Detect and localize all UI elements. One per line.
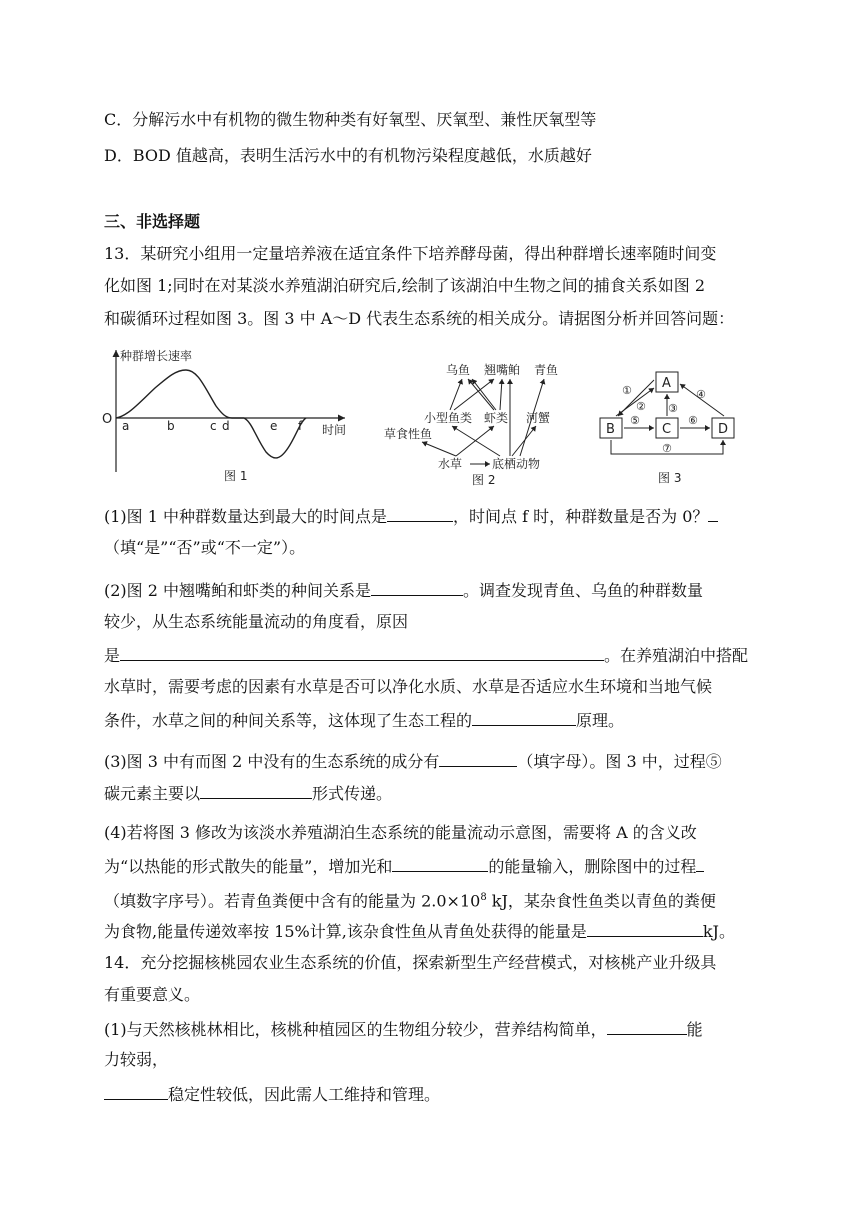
figure-1 <box>100 344 360 486</box>
node-wuyu: 乌鱼 <box>446 363 471 377</box>
q13-intro-2: 化如图 1;同时在对某淡水养殖湖泊研究后,绘制了该湖泊中生物之间的捕食关系如图 2 <box>104 276 706 295</box>
origin-label: O <box>102 412 113 427</box>
q13-intro-3: 和碳循环过程如图 3。图 3 中 A～D 代表生态系统的相关成分。请据图分析并回答问题： <box>104 309 735 328</box>
section-title: 三、非选择题 <box>104 212 201 231</box>
point-d: d <box>222 419 230 433</box>
answer-blank[interactable] <box>387 505 453 522</box>
process-1: ① <box>622 384 632 397</box>
q13-part4-line2: 为“以热能的形式散失的能量”，增加光和 的能量输入，删除图中的过程 <box>104 855 704 877</box>
q14-intro-1: 14．充分挖掘核桃园农业生态系统的价值，探索新型生产经营模式，对核桃产业升级具 <box>104 953 717 972</box>
node-shrimp: 虾类 <box>484 411 509 425</box>
figure-1-caption: 图 1 <box>224 469 248 483</box>
figure-3-caption: 图 3 <box>658 471 682 485</box>
option-c: C．分解污水中有机物的微生物种类有好氧型、厌氧型、兼性厌氧型等 <box>104 110 597 129</box>
label-a: A <box>662 376 671 391</box>
point-f: f <box>298 419 303 433</box>
q14-part1-line1: (1)与天然核桃林相比，核桃种植园区的生物组分较少，营养结构简单， 能 <box>104 1020 703 1039</box>
answer-blank[interactable] <box>392 855 488 872</box>
node-crab: 河蟹 <box>526 411 551 425</box>
figure-3 <box>596 368 746 486</box>
label-c: C <box>662 422 672 437</box>
q13-intro-1: 13．某研究小组用一定量培养液在适宜条件下培养酵母菌，得出种群增长速率随时间变 <box>104 244 717 263</box>
process-2: ② <box>636 400 646 413</box>
q13-part1-line2: （填“是”“否”或“不一定”）。 <box>104 538 306 557</box>
q13-part2-line2: 较少，从生态系统能量流动的角度看，原因 <box>104 612 409 631</box>
process-3: ③ <box>668 402 678 415</box>
answer-blank[interactable] <box>371 579 463 596</box>
q13-part2-line5: 条件，水草之间的种间关系等，这体现了生态工程的 原理。 <box>104 711 625 730</box>
answer-blank[interactable] <box>472 709 576 726</box>
q13-part3-line2: 碳元素主要以 形式传递。 <box>104 784 393 803</box>
process-6: ⑥ <box>688 414 698 427</box>
answer-blank[interactable] <box>439 750 517 767</box>
y-axis-label: 种群增长速率 <box>120 349 193 363</box>
point-a: a <box>122 419 130 433</box>
node-waterweed: 水草 <box>438 457 463 471</box>
label-b: B <box>606 422 615 437</box>
answer-blank[interactable] <box>104 1083 168 1100</box>
point-b: b <box>167 419 175 433</box>
q14-part1-line2: 力较弱， <box>104 1050 169 1069</box>
answer-blank[interactable] <box>708 505 718 522</box>
q14-intro-2: 有重要意义。 <box>104 985 201 1004</box>
q13-part3-line1: (3)图 3 中有而图 2 中没有的生态系统的成分有 （填字母）。图 3 中，过程⑤ <box>104 752 722 771</box>
q13-part4-line1: (4)若将图 3 修改为该淡水养殖湖泊生态系统的能量流动示意图，需要将 A 的含义改 <box>104 823 697 842</box>
answer-blank[interactable] <box>200 782 312 799</box>
label-d: D <box>718 422 729 437</box>
answer-blank[interactable] <box>120 644 604 661</box>
node-benthic: 底栖动物 <box>492 457 541 471</box>
figure-2 <box>382 352 582 486</box>
growth-rate-curve <box>116 370 306 458</box>
process-4: ④ <box>696 388 706 401</box>
node-small-fish: 小型鱼类 <box>424 411 473 425</box>
q13-part4-line4: 为食物,能量传递效率按 15%计算,该杂食性鱼从青鱼处获得的能量是 kJ。 <box>104 922 735 941</box>
node-qingyu: 青鱼 <box>534 363 559 377</box>
process-5: ⑤ <box>630 414 640 427</box>
q14-part1-line3: 稳定性较低，因此需人工维持和管理。 <box>104 1083 440 1105</box>
process-7: ⑦ <box>662 442 672 455</box>
answer-blank[interactable] <box>607 1018 687 1035</box>
point-e: e <box>270 419 278 433</box>
point-c: c <box>210 419 217 433</box>
option-d: D．BOD 值越高，表明生活污水中的有机物污染程度越低，水质越好 <box>104 146 592 165</box>
q13-part4-line3: （填数字序号）。若青鱼粪便中含有的能量为 $2.0\times 10^8$ kJ，某杂食性鱼类以青鱼的粪便 <box>104 891 716 911</box>
q13-part2-line1: (2)图 2 中翘嘴鲌和虾类的种间关系是 。调查发现青鱼、乌鱼的种群数量 <box>104 581 704 600</box>
answer-blank[interactable] <box>696 855 704 872</box>
q13-part2-line4: 水草时，需要考虑的因素有水草是否可以净化水质、水草是否适应水生环境和当地气候 <box>104 677 713 696</box>
answer-blank[interactable] <box>587 920 703 937</box>
x-axis-label: 时间 <box>322 423 347 437</box>
node-herbivore-fish: 草食性鱼 <box>384 427 433 441</box>
node-qiaozuibo: 翘嘴鲌 <box>484 363 521 377</box>
q13-part1-line1: (1)图 1 中种群数量达到最大的时间点是 ，时间点 f 时，种群数量是否为 0？ <box>104 505 718 527</box>
figure-2-caption: 图 2 <box>472 473 496 486</box>
q13-part2-line3: 是 。在养殖湖泊中搭配 <box>104 646 749 665</box>
